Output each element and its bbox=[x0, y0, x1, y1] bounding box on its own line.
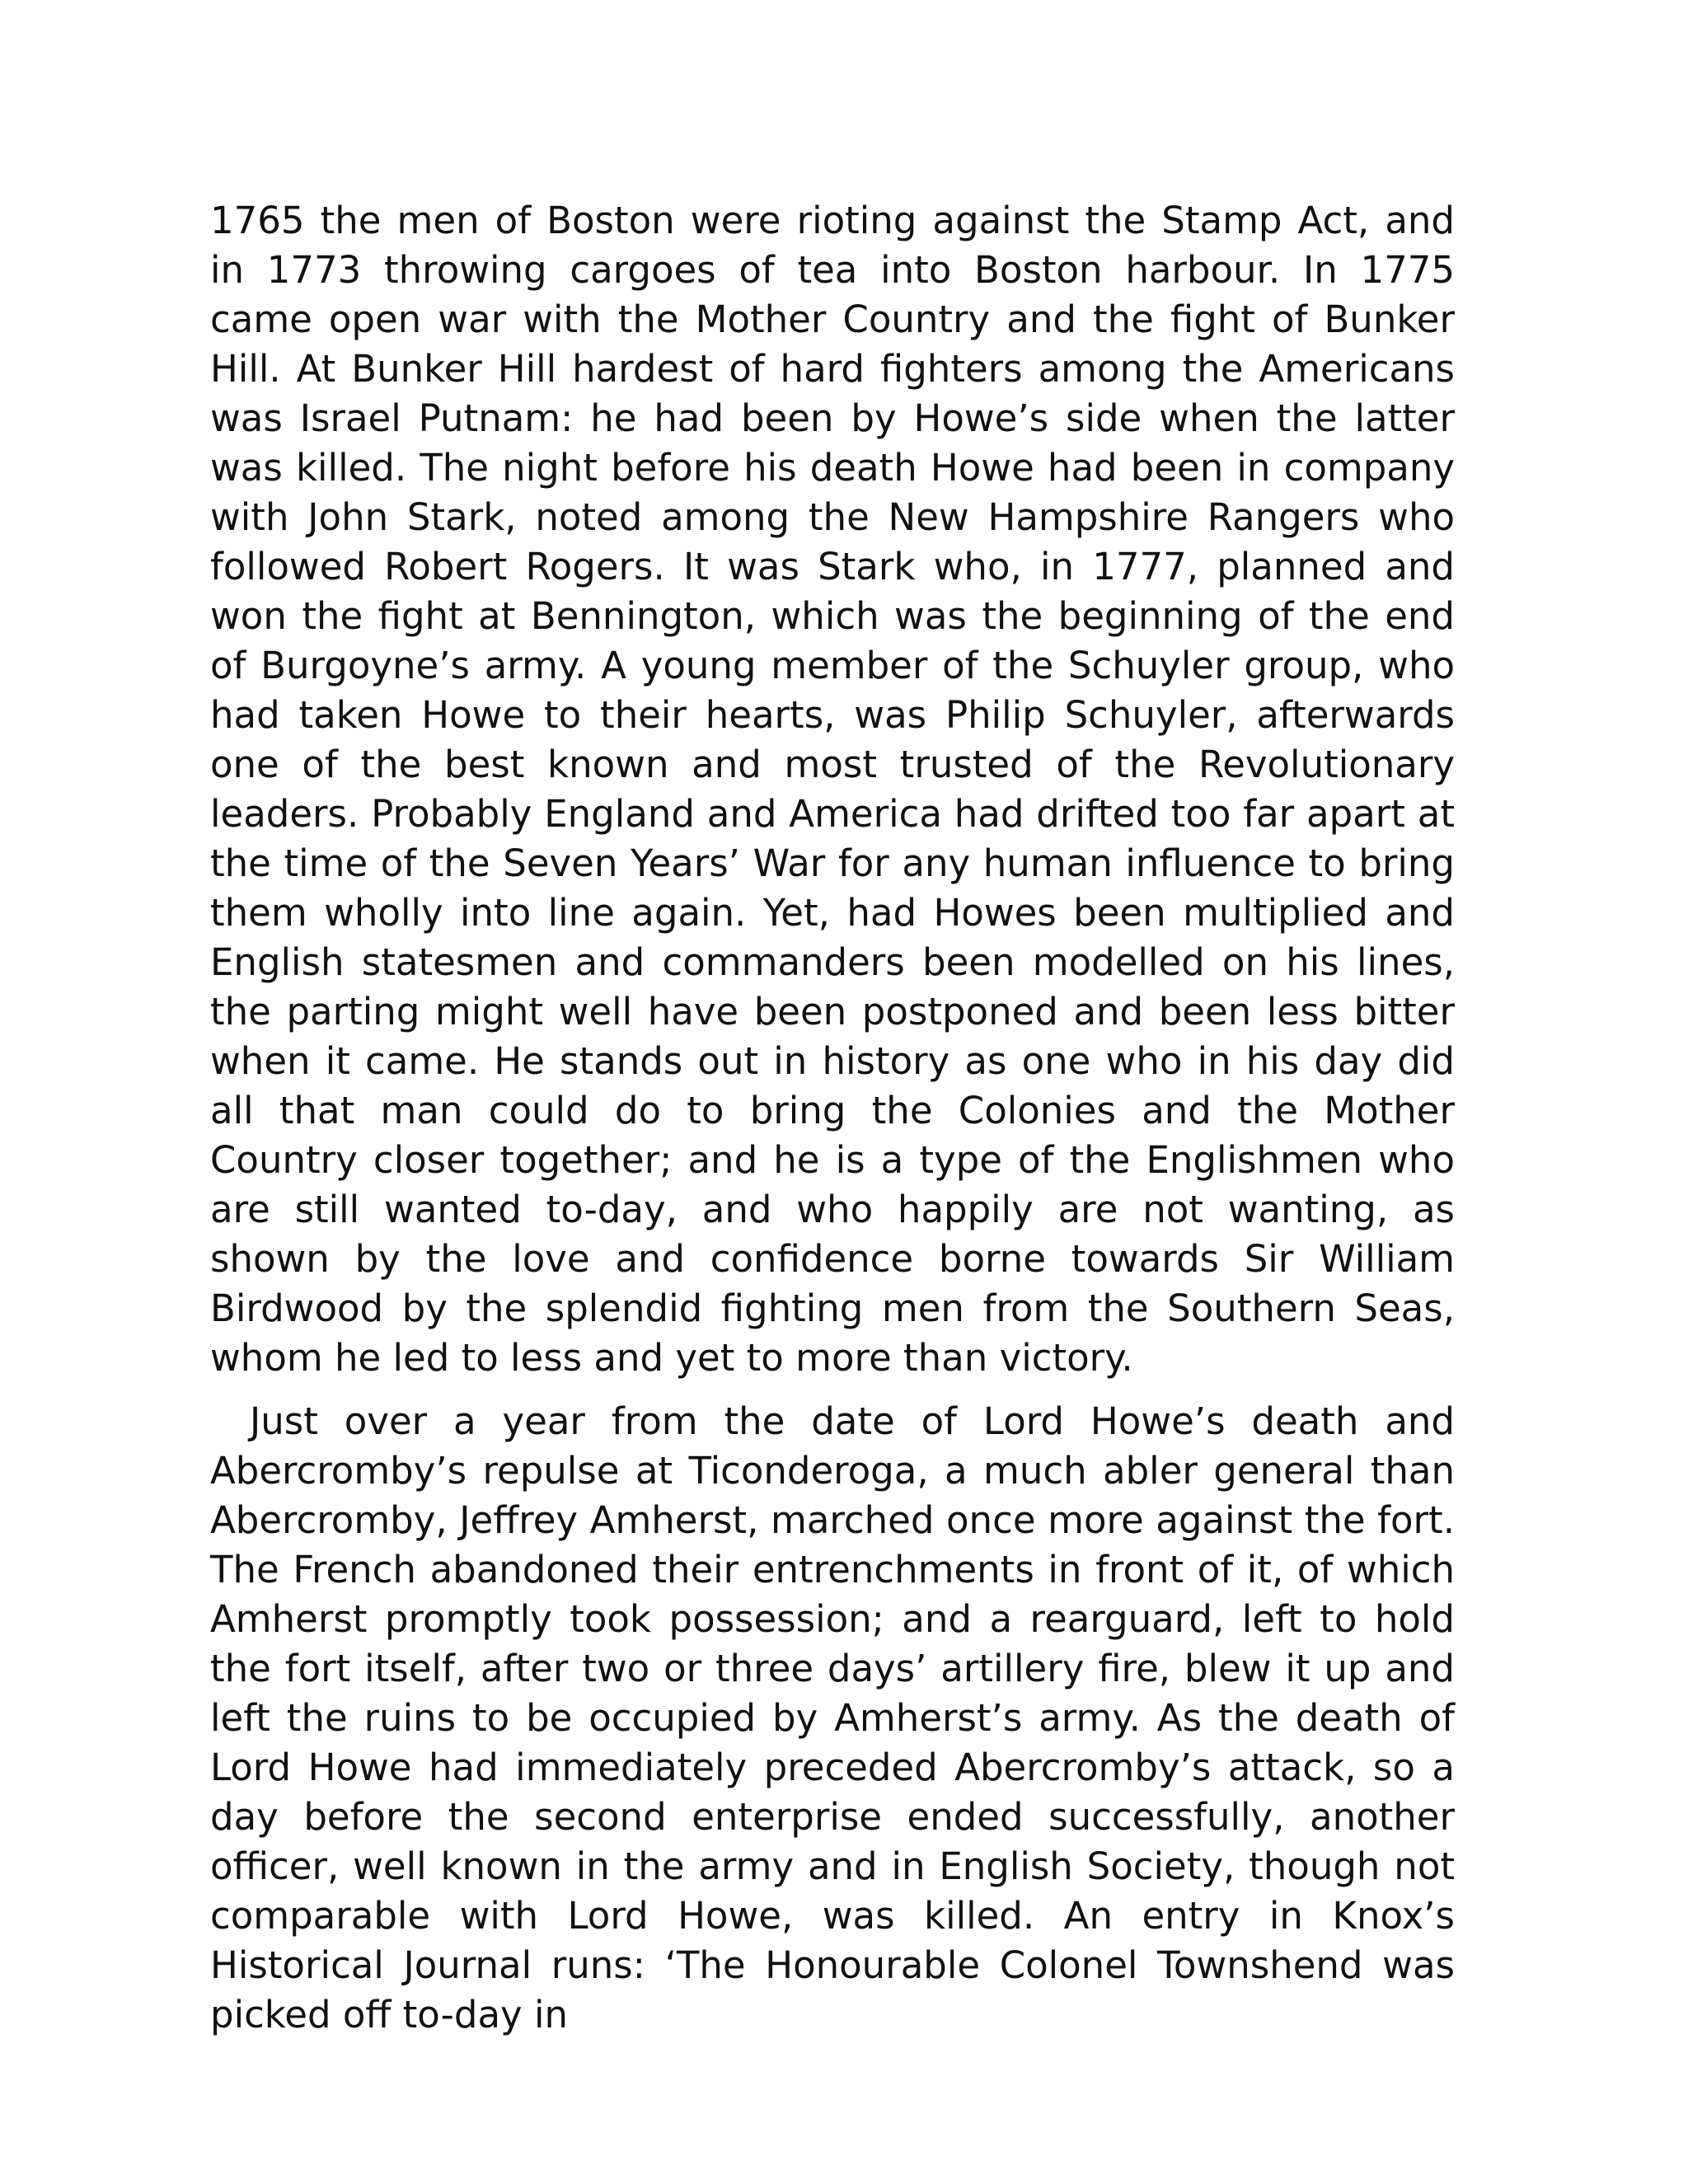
paragraph-1: 1765 the men of Boston were rioting against the Stamp Act, and in 1773 throwing cargoes of tea into Boston harbour. In 1775 came open war with the Mother Country and the fight of Bunker Hill. At Bunker Hill hardest of hard fighters among the Americans was Israel Putnam: he had been by Howe’s side when the latter was killed. The night before his death Howe had been in company with John Stark, noted among the New Hampshire Rangers who followed Robert Rogers. It was Stark who, in 1777, planned and won the fight at Bennington, which was the beginning of the end of Burgoyne’s army. A young member of the Schuyler group, who had taken Howe to their hearts, was Philip Schuyler, afterwards one of the best known and most trusted of the Revolutionary leaders. Probably England and America had drifted too far apart at the time of the Seven Years’ War for any human influence to bring them wholly into line again. Yet, had Howes been multiplied and English statesmen and commanders been modelled on his lines, the parting might well have been postponed and been less bitter when it came. He stands out in history as one who in his day did all that man could do to bring the Colonies and the Mother Country closer together; and he is a type of the Englishmen who are still wanted to-day, and who happily are not wanting, as shown by the love and confidence borne towards Sir William Birdwood by the splendid fighting men from the Southern Seas, whom he led to less and yet to more than victory. bbox=[210, 199, 1455, 1380]
paragraph-2: Just over a year from the date of Lord Howe’s death and Abercromby’s repulse at Ticonderoga, a much abler general than Abercromby, Jeffrey Amherst, marched once more against the fort. The French abandoned their entrenchments in front of it, of which Amherst promptly took possession; and a rearguard, left to hold the fort itself, after two or three days’ artillery fire, blew it up and left the ruins to be occupied by Amherst’s army. As the death of Lord Howe had immediately preceded Abercromby’s attack, so a day before the second enterprise ended successfully, another officer, well known in the army and in English Society, though not comparable with Lord Howe, was killed. An entry in Knox’s Historical Journal runs: ‘The Honourable Colonel Townshend was picked off to-day in bbox=[210, 1399, 1455, 2036]
body-text bbox=[210, 196, 1455, 2040]
